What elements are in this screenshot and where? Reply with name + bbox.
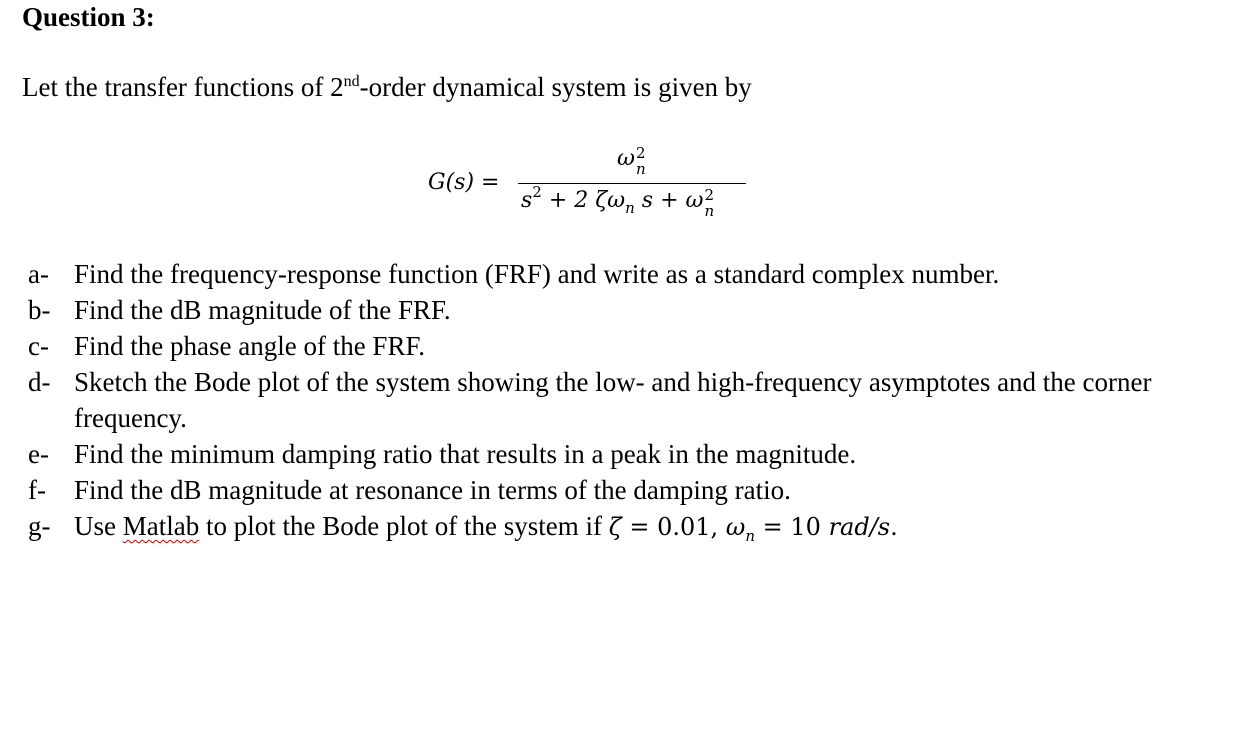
item-letter: f- — [28, 475, 46, 505]
omega-sub: n — [745, 527, 756, 545]
intro-text-before: Let the transfer functions of 2 — [22, 72, 344, 102]
list-item — [22, 328, 1222, 364]
unit-text: rad/s — [828, 513, 891, 541]
list-item-g — [22, 508, 1222, 545]
den-mid: + 2 ζω — [541, 188, 626, 213]
item-text: Find the frequency-response function (FRF) and write as a standard complex number. — [74, 259, 1000, 289]
intro-ordinal-superscript: nd — [343, 73, 360, 90]
matlab-spellcheck-word: Matlab — [122, 511, 200, 541]
item-text: Find the dB magnitude of the FRF. — [74, 295, 451, 325]
item-letter: g- — [28, 511, 51, 541]
item-letter: b- — [28, 295, 51, 325]
numerator-supsub — [635, 144, 647, 178]
fraction-bar — [518, 183, 746, 184]
item-text: Find the dB magnitude at resonance in terms of the damping ratio. — [74, 475, 791, 505]
item-letter: e- — [28, 439, 49, 469]
question-heading: Question 3: — [22, 2, 155, 32]
den-tail: s + ω — [634, 188, 704, 213]
period: . — [890, 513, 898, 541]
list-item — [22, 256, 1222, 292]
item-letter: c- — [28, 331, 49, 361]
transfer-function-equation — [0, 0, 1242, 240]
item-g-text-after: to plot the Bode plot of the system if — [199, 511, 609, 541]
item-text: Find the phase angle of the FRF. — [74, 331, 426, 361]
list-item — [22, 364, 1222, 436]
item-text: Find the minimum damping ratio that results in a peak in the magnitude. — [74, 439, 857, 469]
den-s: s — [521, 188, 533, 213]
lhs-text: G(s) — [428, 170, 475, 195]
equation-denominator — [521, 183, 715, 220]
list-item — [22, 472, 1222, 508]
omega-value: = 10 — [755, 513, 829, 541]
zeta-value: = 0.01, — [621, 513, 726, 541]
den-mid-sub: n — [625, 199, 635, 217]
den-tail-sub: n — [704, 202, 715, 220]
den-tail-supsub — [703, 186, 715, 220]
den-tail-sup: 2 — [704, 186, 714, 204]
numerator-omega: ω — [617, 146, 635, 171]
list-item — [22, 292, 1222, 328]
den-s-sup: 2 — [532, 183, 542, 201]
item-letter: d- — [28, 367, 51, 397]
equation-numerator — [617, 144, 647, 178]
equals-sign: = — [481, 170, 500, 195]
item-letter: a- — [28, 259, 49, 289]
list-item — [22, 436, 1222, 472]
omega-symbol: ω — [725, 513, 746, 541]
intro-text-after: -order dynamical system is given by — [359, 72, 752, 102]
numerator-sub: n — [635, 160, 646, 178]
question-parts-list — [22, 256, 1222, 545]
item-g-params — [608, 513, 898, 545]
numerator-sup: 2 — [635, 144, 646, 162]
item-g-text-before: Use — [74, 511, 123, 541]
zeta-symbol: ζ — [608, 513, 622, 541]
item-text: Sketch the Bode plot of the system showing the low- and high-frequency asymptotes and the corner frequency. — [74, 367, 1152, 433]
equation-lhs — [428, 170, 499, 195]
